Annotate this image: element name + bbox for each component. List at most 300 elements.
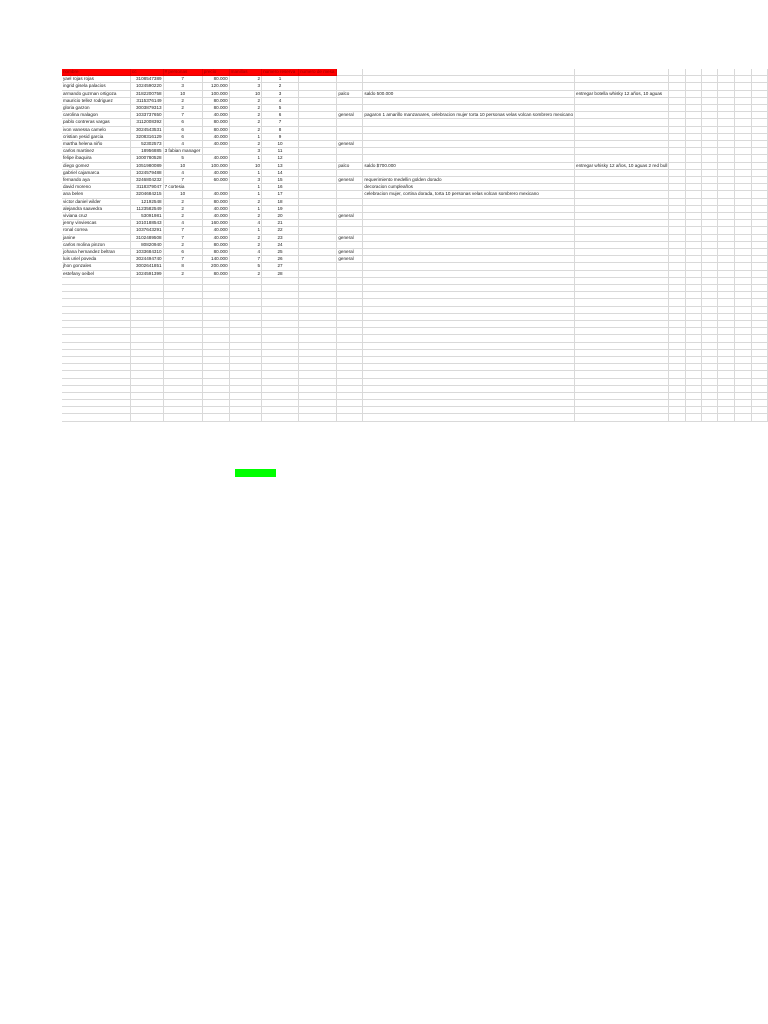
table-cell[interactable]: 2: [229, 97, 261, 104]
empty-cell[interactable]: [62, 364, 130, 371]
table-cell[interactable]: [735, 191, 752, 198]
table-cell[interactable]: 2: [229, 112, 261, 119]
empty-cell[interactable]: [262, 342, 299, 349]
empty-cell[interactable]: [229, 414, 261, 421]
table-cell[interactable]: 1024590220: [130, 83, 163, 90]
table-cell[interactable]: 8: [163, 263, 202, 270]
empty-cell[interactable]: [229, 364, 261, 371]
table-cell[interactable]: [337, 270, 363, 277]
table-cell[interactable]: [298, 76, 336, 83]
empty-cell[interactable]: [130, 371, 163, 378]
empty-cell[interactable]: [718, 328, 735, 335]
table-cell[interactable]: 80.000: [202, 126, 229, 133]
table-cell[interactable]: [718, 270, 735, 277]
table-cell[interactable]: [363, 141, 575, 148]
empty-cell[interactable]: [575, 392, 669, 399]
empty-cell[interactable]: [130, 306, 163, 313]
table-cell[interactable]: 1051980089: [130, 162, 163, 169]
table-cell[interactable]: 1: [229, 169, 261, 176]
empty-cell[interactable]: [751, 407, 767, 414]
table-cell[interactable]: [685, 83, 701, 90]
table-cell[interactable]: 3: [229, 148, 261, 155]
table-cell[interactable]: 100.000: [202, 162, 229, 169]
table-cell[interactable]: [685, 256, 701, 263]
table-cell[interactable]: [669, 177, 685, 184]
empty-cell[interactable]: [685, 356, 701, 363]
empty-cell[interactable]: [718, 292, 735, 299]
table-cell[interactable]: [575, 141, 669, 148]
empty-cell[interactable]: [298, 378, 336, 385]
table-cell[interactable]: [575, 126, 669, 133]
empty-cell[interactable]: [337, 306, 363, 313]
empty-cell[interactable]: [262, 299, 299, 306]
table-cell[interactable]: 13: [262, 162, 299, 169]
table-cell[interactable]: [701, 112, 718, 119]
table-cell[interactable]: 16: [262, 184, 299, 191]
empty-cell[interactable]: [669, 299, 685, 306]
empty-cell[interactable]: [202, 335, 229, 342]
empty-cell[interactable]: [62, 277, 130, 284]
table-cell[interactable]: [751, 184, 767, 191]
table-cell[interactable]: 120.000: [202, 83, 229, 90]
table-cell[interactable]: 7: [229, 256, 261, 263]
table-cell[interactable]: [751, 83, 767, 90]
empty-cell[interactable]: [62, 349, 130, 356]
empty-cell[interactable]: [669, 342, 685, 349]
table-cell[interactable]: [669, 263, 685, 270]
table-cell[interactable]: [298, 234, 336, 241]
table-cell[interactable]: [669, 155, 685, 162]
empty-cell[interactable]: [735, 356, 752, 363]
empty-cell[interactable]: [718, 407, 735, 414]
table-cell[interactable]: [575, 198, 669, 205]
table-cell[interactable]: [337, 169, 363, 176]
empty-cell[interactable]: [337, 349, 363, 356]
table-cell[interactable]: [363, 126, 575, 133]
empty-cell[interactable]: [298, 392, 336, 399]
table-cell[interactable]: [298, 249, 336, 256]
empty-cell[interactable]: [751, 335, 767, 342]
empty-cell[interactable]: [130, 378, 163, 385]
empty-cell[interactable]: [751, 277, 767, 284]
empty-cell[interactable]: [202, 277, 229, 284]
empty-cell[interactable]: [130, 342, 163, 349]
empty-cell[interactable]: [298, 400, 336, 407]
table-cell[interactable]: diego gomez: [62, 162, 130, 169]
table-cell[interactable]: [718, 90, 735, 97]
empty-cell[interactable]: [363, 299, 575, 306]
empty-cell[interactable]: [575, 328, 669, 335]
table-cell[interactable]: 3024543531: [130, 126, 163, 133]
table-cell[interactable]: 1: [229, 133, 261, 140]
table-cell[interactable]: 27: [262, 263, 299, 270]
table-cell[interactable]: [363, 97, 575, 104]
table-cell[interactable]: 2: [229, 126, 261, 133]
table-cell[interactable]: 19: [262, 205, 299, 212]
empty-cell[interactable]: [735, 371, 752, 378]
table-cell[interactable]: david moreno: [62, 184, 130, 191]
table-cell[interactable]: [337, 97, 363, 104]
empty-cell[interactable]: [735, 400, 752, 407]
table-cell[interactable]: [669, 234, 685, 241]
empty-cell[interactable]: [229, 313, 261, 320]
empty-cell[interactable]: [262, 285, 299, 292]
empty-cell[interactable]: [363, 292, 575, 299]
table-cell[interactable]: [363, 270, 575, 277]
table-cell[interactable]: 140.000: [202, 256, 229, 263]
table-cell[interactable]: [363, 241, 575, 248]
table-cell[interactable]: [751, 112, 767, 119]
empty-cell[interactable]: [363, 313, 575, 320]
table-cell[interactable]: [735, 169, 752, 176]
table-cell[interactable]: 7: [163, 112, 202, 119]
table-cell[interactable]: [685, 133, 701, 140]
empty-cell[interactable]: [262, 335, 299, 342]
empty-cell[interactable]: [701, 313, 718, 320]
table-cell[interactable]: [718, 241, 735, 248]
table-cell[interactable]: 40.000: [202, 133, 229, 140]
empty-cell[interactable]: [575, 342, 669, 349]
table-cell[interactable]: [298, 148, 336, 155]
empty-cell[interactable]: [751, 342, 767, 349]
empty-cell[interactable]: [669, 335, 685, 342]
empty-cell[interactable]: [575, 407, 669, 414]
table-cell[interactable]: 22: [262, 227, 299, 234]
table-cell[interactable]: [685, 119, 701, 126]
empty-cell[interactable]: [163, 321, 202, 328]
table-cell[interactable]: 40.000: [202, 155, 229, 162]
table-cell[interactable]: 1000780528: [130, 155, 163, 162]
table-cell[interactable]: carlos molina pinzon: [62, 241, 130, 248]
table-cell[interactable]: [718, 76, 735, 83]
table-cell[interactable]: 7 cortesia: [163, 184, 202, 191]
table-cell[interactable]: [735, 177, 752, 184]
empty-cell[interactable]: [751, 321, 767, 328]
table-cell[interactable]: [735, 119, 752, 126]
table-cell[interactable]: [575, 112, 669, 119]
empty-cell[interactable]: [363, 392, 575, 399]
empty-cell[interactable]: [202, 364, 229, 371]
table-cell[interactable]: 7: [163, 234, 202, 241]
table-cell[interactable]: saldo 500.000: [363, 90, 575, 97]
table-cell[interactable]: entregar botella whisky 12 años, 10 aguas: [575, 90, 669, 97]
table-cell[interactable]: 53091981: [130, 213, 163, 220]
table-cell[interactable]: [298, 213, 336, 220]
empty-cell[interactable]: [130, 335, 163, 342]
empty-cell[interactable]: [701, 378, 718, 385]
empty-cell[interactable]: [735, 277, 752, 284]
empty-cell[interactable]: [229, 378, 261, 385]
empty-cell[interactable]: [202, 285, 229, 292]
table-cell[interactable]: 7: [262, 119, 299, 126]
table-cell[interactable]: 4: [229, 220, 261, 227]
table-cell[interactable]: [337, 191, 363, 198]
table-cell[interactable]: [685, 97, 701, 104]
empty-cell[interactable]: [669, 313, 685, 320]
table-cell[interactable]: general: [337, 256, 363, 263]
table-cell[interactable]: 28: [262, 270, 299, 277]
table-cell[interactable]: [701, 256, 718, 263]
table-cell[interactable]: general: [337, 112, 363, 119]
empty-cell[interactable]: [229, 335, 261, 342]
table-cell[interactable]: [337, 155, 363, 162]
table-cell[interactable]: [669, 169, 685, 176]
table-cell[interactable]: [751, 90, 767, 97]
table-cell[interactable]: [685, 234, 701, 241]
table-cell[interactable]: [298, 83, 336, 90]
empty-cell[interactable]: [669, 364, 685, 371]
table-cell[interactable]: [701, 90, 718, 97]
empty-cell[interactable]: [669, 328, 685, 335]
empty-cell[interactable]: [718, 385, 735, 392]
table-cell[interactable]: [701, 184, 718, 191]
table-cell[interactable]: [298, 155, 336, 162]
header-cell[interactable]: [685, 69, 701, 76]
table-cell[interactable]: [575, 177, 669, 184]
table-cell[interactable]: 6: [163, 126, 202, 133]
table-cell[interactable]: [363, 169, 575, 176]
empty-cell[interactable]: [685, 306, 701, 313]
empty-cell[interactable]: [202, 400, 229, 407]
table-cell[interactable]: 40.000: [202, 213, 229, 220]
empty-cell[interactable]: [202, 313, 229, 320]
empty-cell[interactable]: [130, 299, 163, 306]
empty-cell[interactable]: [62, 335, 130, 342]
table-cell[interactable]: [685, 112, 701, 119]
table-cell[interactable]: 11: [262, 148, 299, 155]
empty-cell[interactable]: [751, 299, 767, 306]
empty-cell[interactable]: [62, 285, 130, 292]
empty-cell[interactable]: [163, 328, 202, 335]
table-cell[interactable]: [298, 205, 336, 212]
table-cell[interactable]: 1: [229, 227, 261, 234]
table-cell[interactable]: [718, 83, 735, 90]
empty-cell[interactable]: [62, 385, 130, 392]
empty-cell[interactable]: [718, 356, 735, 363]
table-cell[interactable]: [701, 205, 718, 212]
table-cell[interactable]: [298, 105, 336, 112]
empty-cell[interactable]: [735, 364, 752, 371]
table-cell[interactable]: [685, 241, 701, 248]
empty-cell[interactable]: [130, 356, 163, 363]
empty-cell[interactable]: [262, 277, 299, 284]
table-cell[interactable]: 1024591399: [130, 270, 163, 277]
empty-cell[interactable]: [298, 277, 336, 284]
empty-cell[interactable]: [701, 407, 718, 414]
empty-cell[interactable]: [685, 313, 701, 320]
empty-cell[interactable]: [575, 313, 669, 320]
empty-cell[interactable]: [575, 299, 669, 306]
table-cell[interactable]: 3024494740: [130, 256, 163, 263]
empty-cell[interactable]: [735, 342, 752, 349]
empty-cell[interactable]: [229, 277, 261, 284]
empty-cell[interactable]: [669, 306, 685, 313]
empty-cell[interactable]: [163, 277, 202, 284]
table-cell[interactable]: 10: [229, 90, 261, 97]
table-cell[interactable]: [669, 270, 685, 277]
table-cell[interactable]: [298, 227, 336, 234]
empty-cell[interactable]: [751, 328, 767, 335]
table-cell[interactable]: [685, 141, 701, 148]
empty-cell[interactable]: [202, 306, 229, 313]
table-cell[interactable]: [337, 105, 363, 112]
empty-cell[interactable]: [337, 292, 363, 299]
empty-cell[interactable]: [735, 299, 752, 306]
table-cell[interactable]: [685, 198, 701, 205]
table-cell[interactable]: [669, 162, 685, 169]
table-cell[interactable]: 10: [163, 90, 202, 97]
empty-cell[interactable]: [298, 292, 336, 299]
table-cell[interactable]: 4: [163, 169, 202, 176]
empty-cell[interactable]: [163, 400, 202, 407]
empty-cell[interactable]: [229, 400, 261, 407]
table-cell[interactable]: 1123582549: [130, 205, 163, 212]
empty-cell[interactable]: [701, 371, 718, 378]
table-cell[interactable]: 26: [262, 256, 299, 263]
table-cell[interactable]: [298, 90, 336, 97]
empty-cell[interactable]: [163, 392, 202, 399]
table-cell[interactable]: general: [337, 141, 363, 148]
empty-cell[interactable]: [298, 321, 336, 328]
table-cell[interactable]: [298, 141, 336, 148]
empty-cell[interactable]: [701, 400, 718, 407]
table-cell[interactable]: 40.000: [202, 112, 229, 119]
table-cell[interactable]: 80.000: [202, 249, 229, 256]
empty-cell[interactable]: [262, 407, 299, 414]
empty-cell[interactable]: [163, 364, 202, 371]
table-cell[interactable]: 40.000: [202, 169, 229, 176]
header-cell[interactable]: [735, 69, 752, 76]
table-cell[interactable]: [575, 133, 669, 140]
empty-cell[interactable]: [735, 378, 752, 385]
table-cell[interactable]: 40.000: [202, 234, 229, 241]
table-cell[interactable]: [669, 76, 685, 83]
empty-cell[interactable]: [229, 306, 261, 313]
table-cell[interactable]: [735, 97, 752, 104]
table-cell[interactable]: [718, 169, 735, 176]
empty-cell[interactable]: [202, 356, 229, 363]
empty-cell[interactable]: [669, 414, 685, 421]
empty-cell[interactable]: [130, 364, 163, 371]
empty-cell[interactable]: [575, 277, 669, 284]
header-cell[interactable]: [751, 69, 767, 76]
empty-cell[interactable]: [718, 371, 735, 378]
table-cell[interactable]: 17: [262, 191, 299, 198]
table-cell[interactable]: decoracion cumpleaños: [363, 184, 575, 191]
empty-cell[interactable]: [685, 371, 701, 378]
table-cell[interactable]: 8: [262, 126, 299, 133]
table-cell[interactable]: 7: [163, 227, 202, 234]
table-cell[interactable]: [735, 270, 752, 277]
table-cell[interactable]: [701, 169, 718, 176]
header-cell[interactable]: [575, 69, 669, 76]
empty-cell[interactable]: [363, 349, 575, 356]
empty-cell[interactable]: [575, 385, 669, 392]
table-cell[interactable]: 3: [229, 177, 261, 184]
empty-cell[interactable]: [685, 385, 701, 392]
table-cell[interactable]: felipe ibaquira: [62, 155, 130, 162]
table-cell[interactable]: [718, 234, 735, 241]
table-cell[interactable]: [718, 141, 735, 148]
table-cell[interactable]: entregar whisky 12 años, 10 aguas 2 red bull: [576, 162, 668, 168]
table-cell[interactable]: [575, 169, 669, 176]
empty-cell[interactable]: [163, 292, 202, 299]
table-cell[interactable]: [751, 198, 767, 205]
empty-cell[interactable]: [202, 371, 229, 378]
table-cell[interactable]: [718, 148, 735, 155]
table-cell[interactable]: 4: [163, 220, 202, 227]
empty-cell[interactable]: [751, 306, 767, 313]
empty-cell[interactable]: [751, 292, 767, 299]
table-cell[interactable]: 80.000: [202, 241, 229, 248]
table-cell[interactable]: 3182200758: [130, 90, 163, 97]
table-cell[interactable]: [735, 256, 752, 263]
table-cell[interactable]: [701, 141, 718, 148]
table-cell[interactable]: ronal correa: [62, 227, 130, 234]
table-cell[interactable]: general: [337, 213, 363, 220]
empty-cell[interactable]: [718, 378, 735, 385]
empty-cell[interactable]: [163, 378, 202, 385]
empty-cell[interactable]: [130, 385, 163, 392]
empty-cell[interactable]: [751, 356, 767, 363]
empty-cell[interactable]: [202, 378, 229, 385]
empty-cell[interactable]: [163, 356, 202, 363]
table-cell[interactable]: jenny vinviescas: [62, 220, 130, 227]
empty-cell[interactable]: [718, 392, 735, 399]
table-cell[interactable]: [701, 105, 718, 112]
table-cell[interactable]: 10: [163, 162, 202, 169]
table-cell[interactable]: 2: [163, 241, 202, 248]
table-cell[interactable]: [669, 90, 685, 97]
table-cell[interactable]: [718, 184, 735, 191]
table-cell[interactable]: [685, 213, 701, 220]
table-cell[interactable]: [701, 76, 718, 83]
table-cell[interactable]: [669, 133, 685, 140]
table-cell[interactable]: 10: [262, 141, 299, 148]
table-cell[interactable]: carlos martinez: [62, 148, 130, 155]
table-cell[interactable]: 12192548: [130, 198, 163, 205]
empty-cell[interactable]: [685, 392, 701, 399]
empty-cell[interactable]: [751, 385, 767, 392]
table-cell[interactable]: [735, 241, 752, 248]
empty-cell[interactable]: [718, 285, 735, 292]
table-cell[interactable]: jhon gonzales: [62, 263, 130, 270]
table-cell[interactable]: gabriel cajamarca: [62, 169, 130, 176]
table-cell[interactable]: ivon vanessa camelo: [62, 126, 130, 133]
table-cell[interactable]: [575, 119, 669, 126]
empty-cell[interactable]: [575, 356, 669, 363]
table-cell[interactable]: [751, 270, 767, 277]
table-cell[interactable]: [669, 205, 685, 212]
table-cell[interactable]: 1: [229, 155, 261, 162]
table-cell[interactable]: [669, 220, 685, 227]
empty-cell[interactable]: [751, 285, 767, 292]
table-cell[interactable]: [685, 126, 701, 133]
table-cell[interactable]: [298, 241, 336, 248]
empty-cell[interactable]: [751, 378, 767, 385]
table-cell[interactable]: 2: [262, 83, 299, 90]
table-cell[interactable]: general: [337, 177, 363, 184]
table-cell[interactable]: 1: [229, 184, 261, 191]
table-cell[interactable]: [575, 148, 669, 155]
empty-cell[interactable]: [701, 356, 718, 363]
empty-cell[interactable]: [363, 335, 575, 342]
empty-cell[interactable]: [735, 349, 752, 356]
table-cell[interactable]: [669, 227, 685, 234]
header-cell[interactable]: [669, 69, 685, 76]
table-cell[interactable]: 80.000: [202, 105, 229, 112]
header-cell[interactable]: numero de mesa: [298, 69, 336, 76]
